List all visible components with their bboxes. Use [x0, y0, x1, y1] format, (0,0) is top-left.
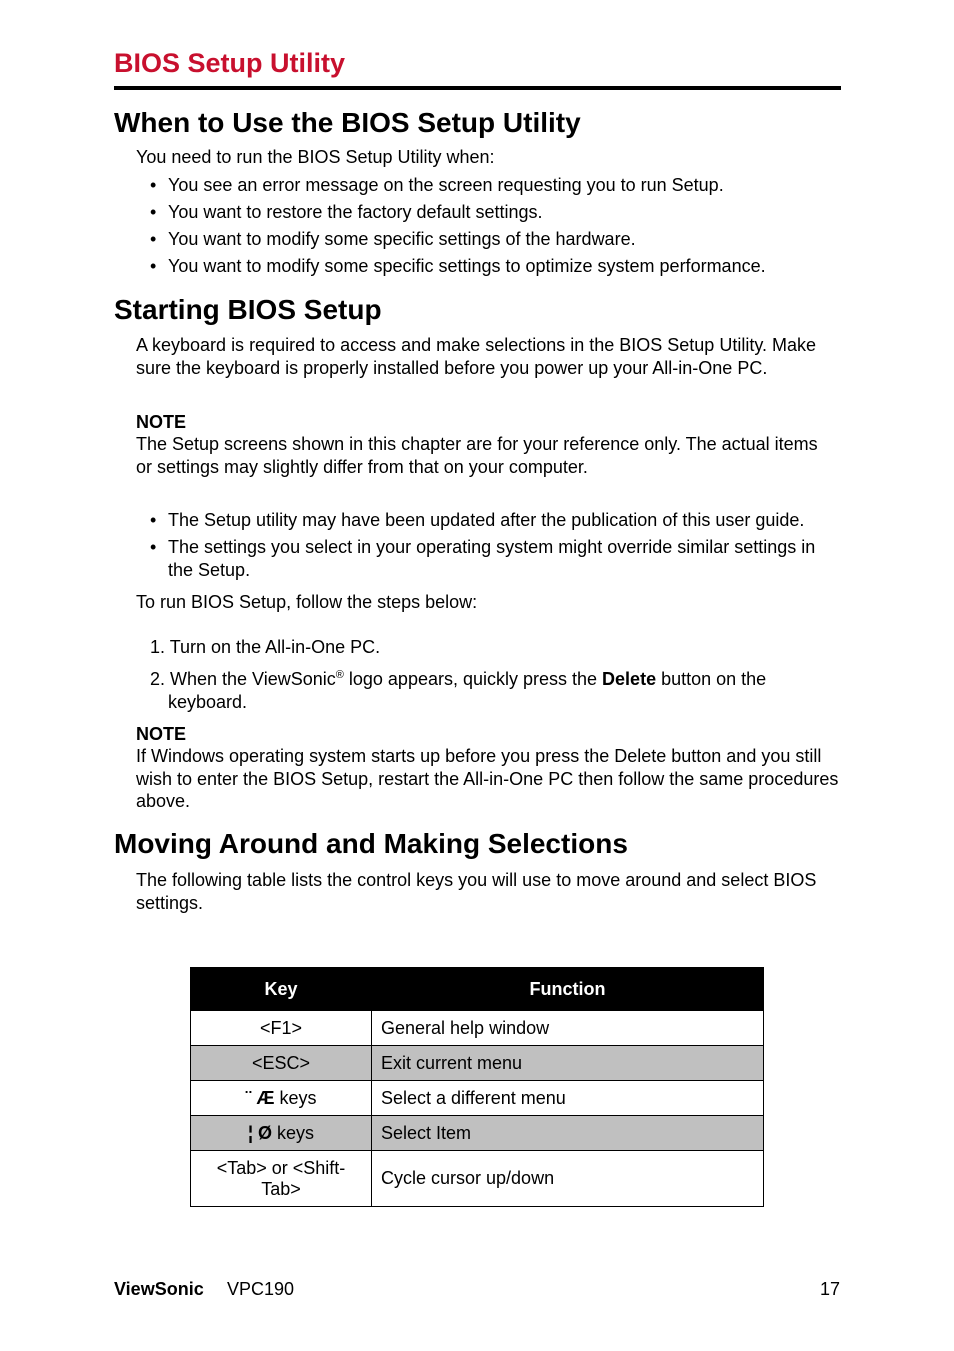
- section-when-intro: You need to run the BIOS Setup Utility when:: [136, 147, 495, 167]
- step-2: 2. When the ViewSonic® logo appears, quickly press the Delete button on the keyboard.: [150, 669, 767, 712]
- table-row: [191, 1081, 764, 1116]
- table-row: [191, 1011, 764, 1046]
- footer-brand: ViewSonic: [114, 1279, 204, 1299]
- function-cell: Exit current menu: [372, 1046, 764, 1081]
- bullet-icon: •: [150, 256, 157, 276]
- bullet-icon: •: [150, 229, 157, 249]
- arrow-keys-symbol: ¨ Æ: [245, 1087, 275, 1108]
- table-row: [191, 1116, 764, 1151]
- note-label: NOTE: [136, 412, 187, 432]
- list-item: • The settings you select in your operating system might override similar settings in the Setup.: [150, 537, 816, 580]
- delete-key-label: Delete: [602, 669, 657, 689]
- section-start-intro: A keyboard is required to access and make selections in the BIOS Setup Utility. Make sure the keyboard is properly installed before you power up your All-in-One PC.: [136, 335, 817, 378]
- step-1: 1. Turn on the All-in-One PC.: [150, 637, 381, 657]
- key-cell: <ESC>: [191, 1046, 372, 1081]
- page-number: 17: [819, 1279, 840, 1299]
- note-text: If Windows operating system starts up before you press the Delete button and you still wish to enter the BIOS Setup, restart the All-in-One PC then follow the same procedures above.: [136, 746, 839, 811]
- key-cell: ¨ Æ keys: [191, 1081, 372, 1116]
- bullet-icon: •: [150, 202, 157, 222]
- section-moving-intro: The following table lists the control keys you will use to move around and select BIOS settings.: [136, 870, 817, 913]
- list-item: • You see an error message on the screen requesting you to run Setup.: [150, 175, 724, 195]
- section-title-when: When to Use the BIOS Setup Utility: [114, 107, 581, 138]
- note-text: The Setup screens shown in this chapter are for your reference only. The actual items or settings may slightly differ from that on your computer.: [136, 434, 818, 477]
- function-cell: Cycle cursor up/down: [372, 1151, 764, 1207]
- section-title-start: Starting BIOS Setup: [114, 294, 382, 325]
- arrow-keys-symbol: ¦ Ø: [247, 1122, 273, 1143]
- list-item: • The Setup utility may have been updated after the publication of this user guide.: [150, 510, 805, 530]
- chapter-title: BIOS Setup Utility: [114, 48, 346, 78]
- list-item: • You want to modify some specific settings of the hardware.: [150, 229, 636, 249]
- bullet-icon: •: [150, 175, 157, 195]
- list-item: • You want to modify some specific settings to optimize system performance.: [150, 256, 766, 276]
- section-title-moving: Moving Around and Making Selections: [114, 828, 628, 859]
- note-label: NOTE: [136, 724, 187, 744]
- registered-mark: ®: [335, 669, 344, 681]
- function-cell: Select a different menu: [372, 1081, 764, 1116]
- steps-intro: To run BIOS Setup, follow the steps below:: [136, 592, 478, 612]
- list-item: • You want to restore the factory default settings.: [150, 202, 543, 222]
- column-header-function: Function: [372, 968, 764, 1011]
- bullet-icon: •: [150, 510, 157, 530]
- table-header-row: [191, 968, 764, 1011]
- function-cell: Select Item: [372, 1116, 764, 1151]
- table-row: [191, 1046, 764, 1081]
- footer-model: VPC190: [227, 1279, 295, 1299]
- bullet-icon: •: [150, 537, 157, 557]
- control-keys-table: [190, 967, 764, 1207]
- function-cell: General help window: [372, 1011, 764, 1046]
- chapter-rule: [114, 86, 841, 90]
- column-header-key: Key: [191, 968, 372, 1011]
- key-cell: ¦ Ø keys: [191, 1116, 372, 1151]
- key-cell: <F1>: [191, 1011, 372, 1046]
- key-cell: <Tab> or <Shift-Tab>: [191, 1151, 372, 1207]
- table-row: [191, 1151, 764, 1207]
